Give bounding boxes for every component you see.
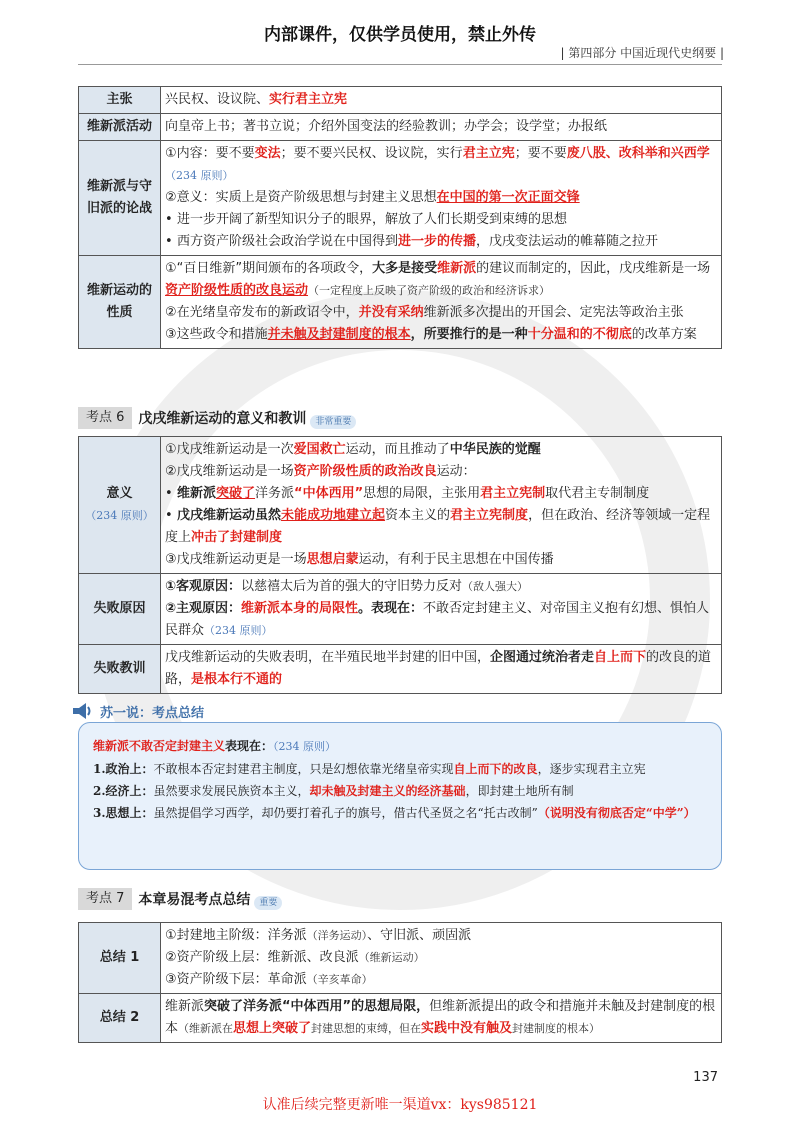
table-row [79,645,722,694]
importance-tag: 重要 [254,896,282,910]
footer-notice: 认准后续完整更新唯一渠道vx：kys985121 [262,1097,538,1113]
page-header-title: 内部课件，仅供学员使用，禁止外传 [264,25,536,45]
table-row [79,994,722,1043]
row-content: 维新派突破了洋务派“中体西用”的思想局限，但维新派提出的政令和措施并未触及封建制度的根本（维新派在思想上突破了封建思想的束缚，但在实践中没有触及封建制度的根本） [161,994,722,1043]
row-content: ①客观原因：以慈禧太后为首的强大的守旧势力反对（敌人强大） ②主观原因：维新派本身的局限性。表现在：不敢否定封建主义、对帝国主义抱有幻想、惧怕人民群众（234 原则） [161,574,722,645]
key-point-number: 考点 7 [78,888,132,910]
row-content: ①戊戌维新运动是一次爱国救亡运动，而且推动了中华民族的觉醒 ②戊戌维新运动是一场资产阶级性质的政治改良运动： • 维新派突破了洋务派“中体西用”思想的局限，主张用君主立宪制取代君主专制制度 • 戊戌维新运动虽然未能成功地建立起资本主义的君主立宪制度，但在政治、经济等领域一定程度上冲击了封建制度 ③戊戌维新运动更是一场思想启蒙运动，有利于民主思想在中国传播 [161,437,722,574]
megaphone-icon [70,700,94,722]
row-label: 维新派与守旧派的论战 [79,141,161,256]
row-content: 兴民权、设议院、实行君主立宪 [161,87,722,114]
page-header-subtitle: | 第四部分 中国近现代史纲要 | [560,46,724,60]
significance-table [78,436,722,694]
key-point-7 [78,888,282,910]
reform-table [78,86,722,349]
key-point-title: 本章易混考点总结 [138,892,251,908]
summary-box: 维新派不敢否定封建主义表现在：（234 原则） 1.政治上：不敢根本否定封建君主制度，只是幻想依靠光绪皇帝实现自上而下的改良，逐步实现君主立宪 2.经济上：虽然要求发展民族资本主义，却未触及封建主义的经济基础，即封建土地所有制 3.思想上：虽然提倡学习西学，却仍要打着孔子的旗号，借古代圣贤之名“托古改制”（说明没有彻底否定“中学”） [78,722,722,870]
table-row [79,256,722,349]
table-row [79,87,722,114]
row-label: 失败教训 [79,645,161,694]
table-row [79,141,722,256]
row-content: 戊戌维新运动的失败表明，在半殖民地半封建的旧中国，企图通过统治者走自上而下的改良的道路，是根本行不通的 [161,645,722,694]
row-label: 意义 （234 原则） [79,437,161,574]
row-label: 维新运动的性质 [79,256,161,349]
page-number: 137 [693,1070,718,1085]
key-point-title: 戊戌维新运动的意义和教训 [138,411,307,427]
row-label: 维新派活动 [79,114,161,141]
summary-header [70,700,204,722]
importance-tag: 非常重要 [310,415,356,429]
table-row [79,437,722,574]
row-content: ①封建地主阶级：洋务派（洋务运动）、守旧派、顽固派 ②资产阶级上层：维新派、改良派（维新运动） ③资产阶级下层：革命派（辛亥革命） [161,923,722,994]
row-label: 总结 2 [79,994,161,1043]
table-row [79,114,722,141]
row-content: ①内容：要不要变法；要不要兴民权、设议院，实行君主立宪；要不要废八股、改科举和兴西学（234 原则） ②意义：实质上是资产阶级思想与封建主义思想在中国的第一次正面交锋 • 进一步开阔了新型知识分子的眼界，解放了人们长期受到束缚的思想 • 西方资产阶级社会政治学说在中国得到进一步的传播，戊戌变法运动的帷幕随之拉开 [161,141,722,256]
row-label: 失败原因 [79,574,161,645]
table-row [79,574,722,645]
row-content: ①“百日维新”期间颁布的各项政令，大多是接受维新派的建议而制定的，因此，戊戌维新是一场资产阶级性质的改良运动（一定程度上反映了资产阶级的政治和经济诉求） ②在光绪皇帝发布的新政诏令中，并没有采纳维新派多次提出的开国会、定宪法等政治主张 ③这些政令和措施并未触及封建制度的根本，所要推行的是一种十分温和的不彻底的改革方案 [161,256,722,349]
summary-title: 苏一说：考点总结 [100,705,205,721]
key-point-6 [78,407,356,429]
row-label: 主张 [79,87,161,114]
row-label: 总结 1 [79,923,161,994]
header-divider [78,64,722,65]
row-content: 向皇帝上书；著书立说；介绍外国变法的经验教训；办学会；设学堂；办报纸 [161,114,722,141]
table-row [79,923,722,994]
key-point-number: 考点 6 [78,407,132,429]
confusion-summary-table [78,922,722,1043]
